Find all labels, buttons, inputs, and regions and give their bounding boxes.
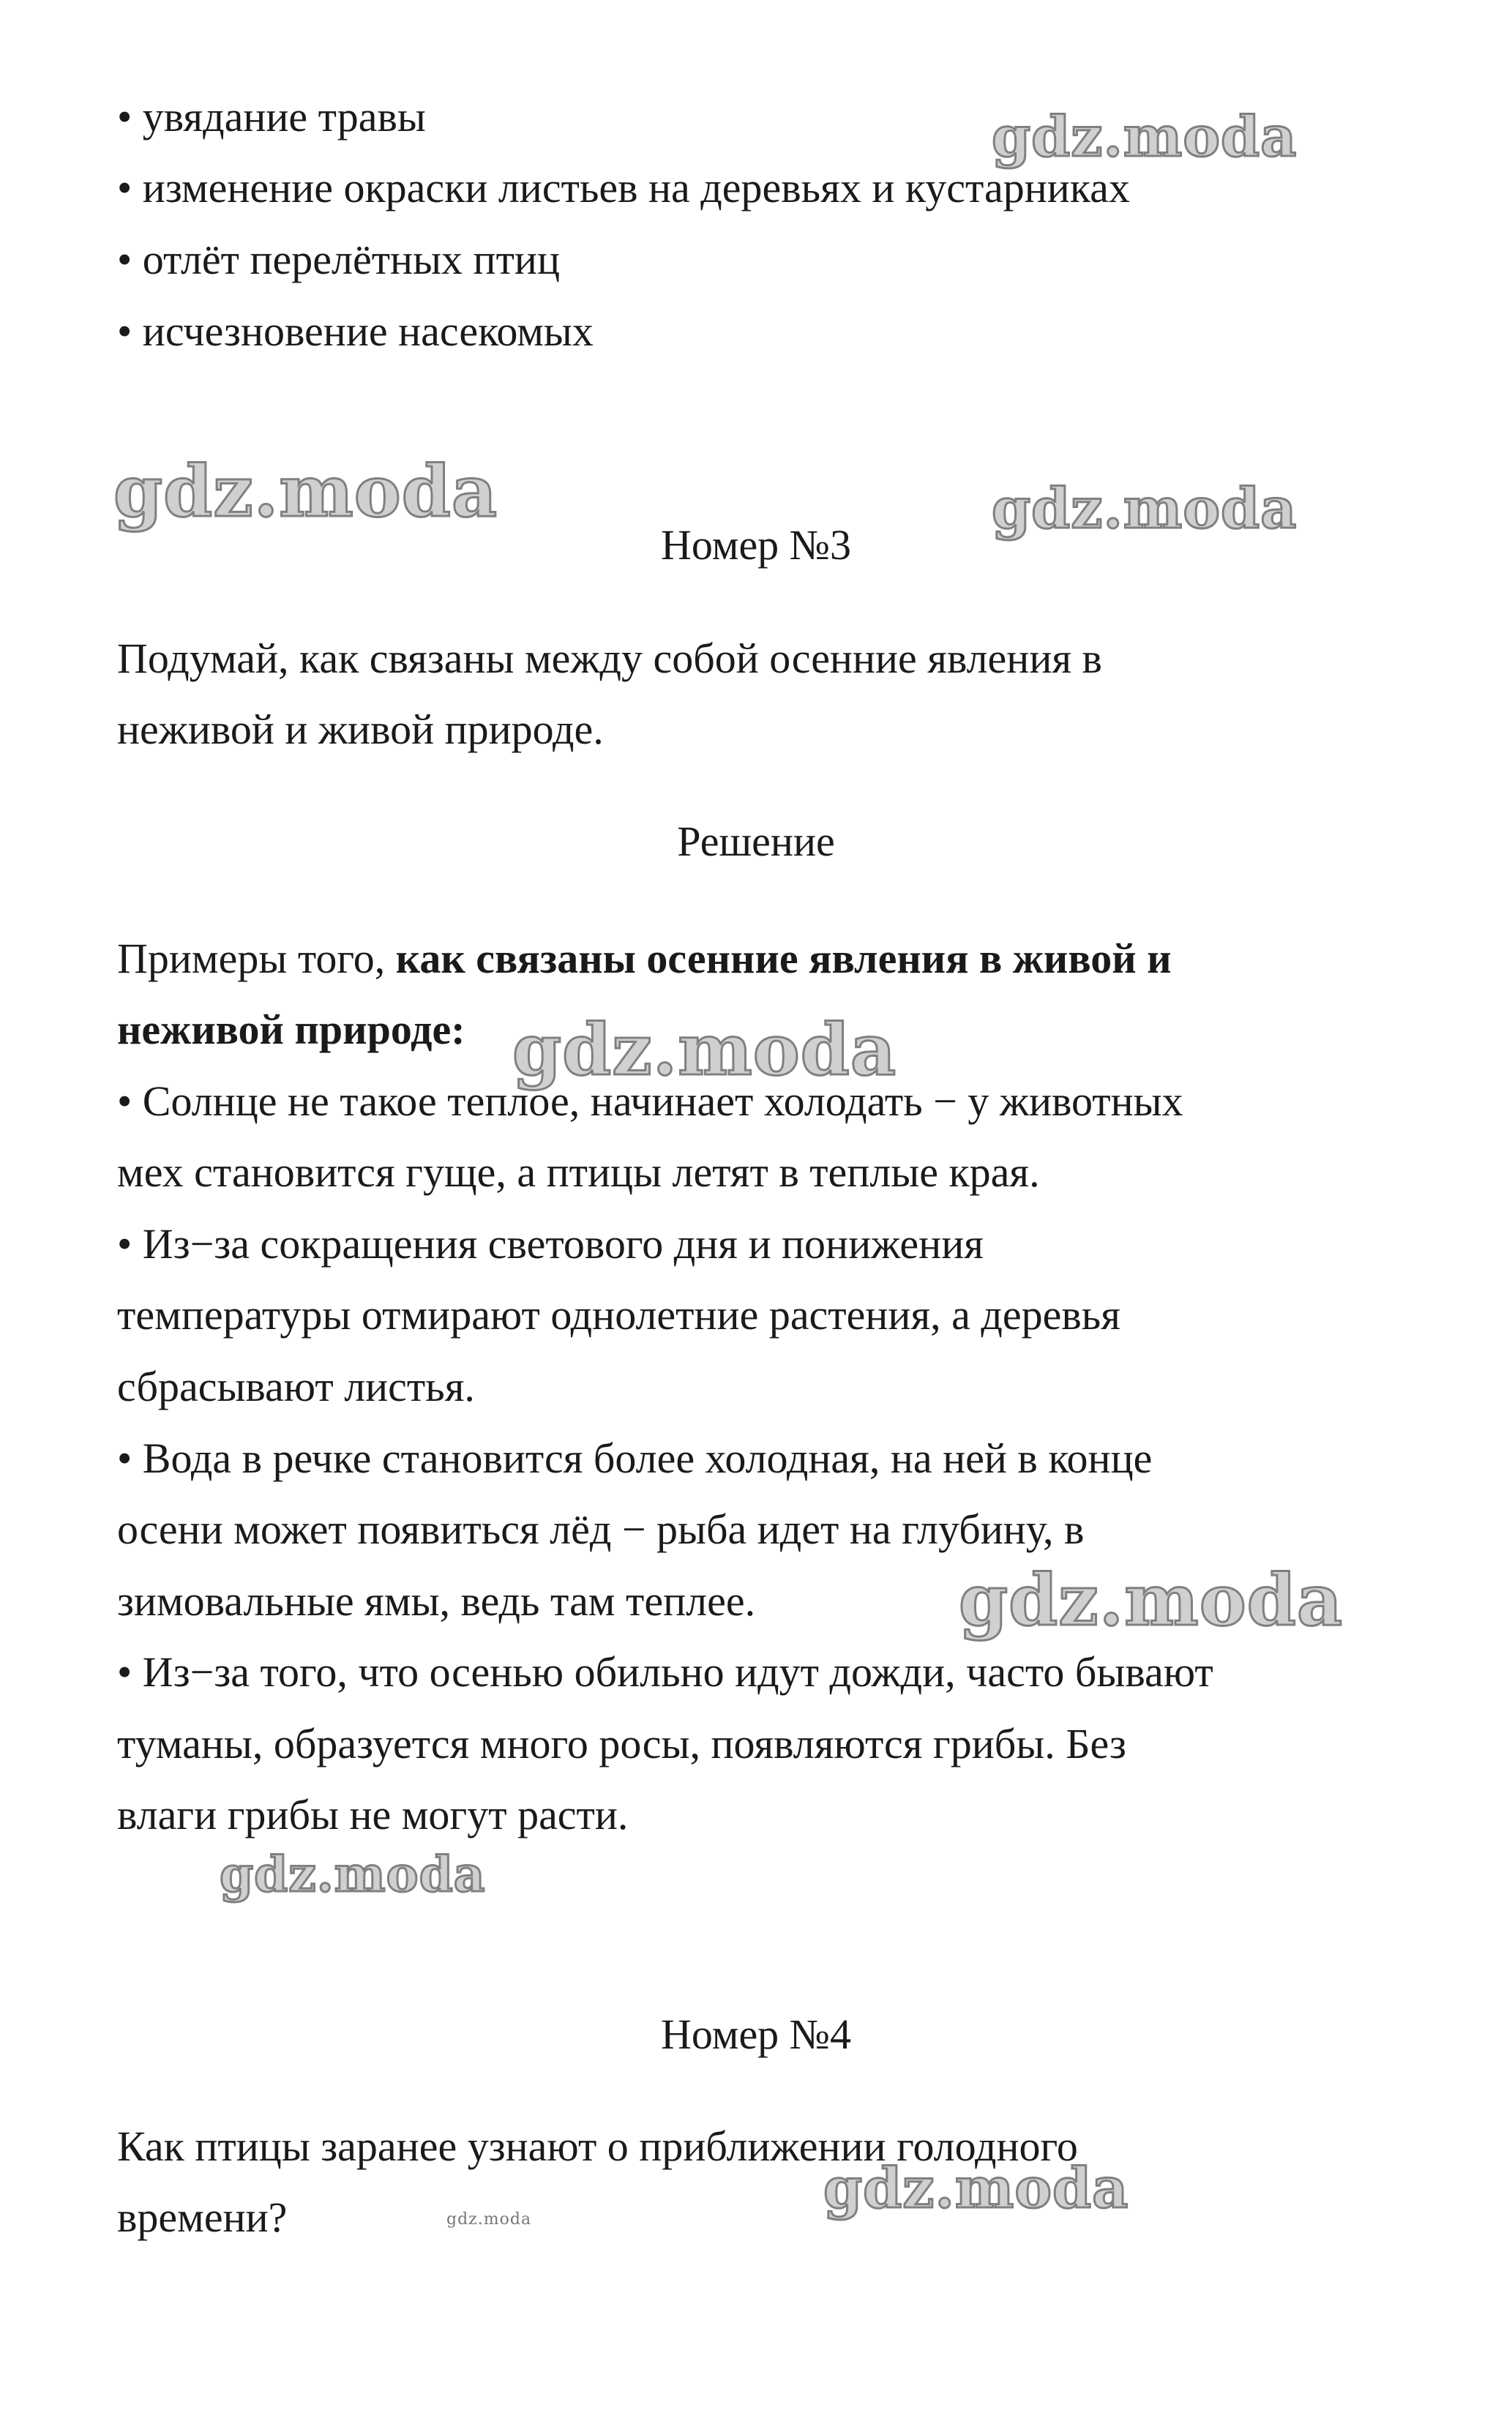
list-item: • отлёт перелётных птиц bbox=[117, 236, 561, 283]
task3-heading: Номер №3 bbox=[660, 521, 852, 569]
watermark: gdz.moda bbox=[220, 1846, 486, 1903]
solution-intro-bold: как связаны осенние явления в живой и bbox=[395, 935, 1172, 982]
solution-intro-bold-cont: неживой природе: bbox=[117, 1006, 465, 1053]
list-item: • увядание травы bbox=[117, 93, 426, 141]
list-item: • исчезновение насекомых bbox=[117, 307, 594, 355]
watermark: gdz.moda bbox=[959, 1559, 1344, 1642]
task4-question-line: Как птицы заранее узнают о приближении голодного bbox=[117, 2122, 1078, 2170]
task3-question-line: Подумай, как связаны между собой осенние явления в bbox=[117, 635, 1102, 682]
task4-question-line: времени? bbox=[117, 2193, 288, 2241]
task3-question-line: неживой и живой природе. bbox=[117, 706, 604, 753]
task4-heading: Номер №4 bbox=[660, 2010, 852, 2058]
answer-line: влаги грибы не могут расти. bbox=[117, 1791, 629, 1838]
solution-heading: Решение bbox=[677, 818, 835, 865]
watermark: gdz.moda bbox=[446, 2210, 532, 2229]
watermark: gdz.moda bbox=[113, 450, 498, 533]
watermark: gdz.moda bbox=[512, 1009, 897, 1091]
answer-line: осени может появиться лёд − рыба идет на глубину, в bbox=[117, 1505, 1085, 1553]
answer-line: • Вода в речке становится более холодная, на ней в конце bbox=[117, 1434, 1153, 1482]
watermark: gdz.moda bbox=[823, 2155, 1129, 2221]
answer-line: • Из−за сокращения светового дня и понижения bbox=[117, 1220, 984, 1268]
answer-line: сбрасывают листья. bbox=[117, 1363, 475, 1410]
answer-line: температуры отмирают однолетние растения, а деревья bbox=[117, 1291, 1120, 1339]
answer-line: зимовальные ямы, ведь там теплее. bbox=[117, 1577, 756, 1625]
answer-line: мех становится гуще, а птицы летят в теплые края. bbox=[117, 1148, 1040, 1196]
answer-line: туманы, образуется много росы, появляются грибы. Без bbox=[117, 1720, 1126, 1767]
watermark: gdz.moda bbox=[992, 104, 1298, 169]
answer-line: • Солнце не такое теплое, начинает холодать − у животных bbox=[117, 1077, 1183, 1125]
list-item: • изменение окраски листьев на деревьях и кустарниках bbox=[117, 164, 1130, 212]
solution-intro bbox=[117, 933, 1172, 984]
watermark: gdz.moda bbox=[992, 476, 1298, 541]
solution-intro-plain: Примеры того, bbox=[117, 935, 396, 982]
answer-line: • Из−за того, что осенью обильно идут дожди, часто бывают bbox=[117, 1648, 1213, 1696]
